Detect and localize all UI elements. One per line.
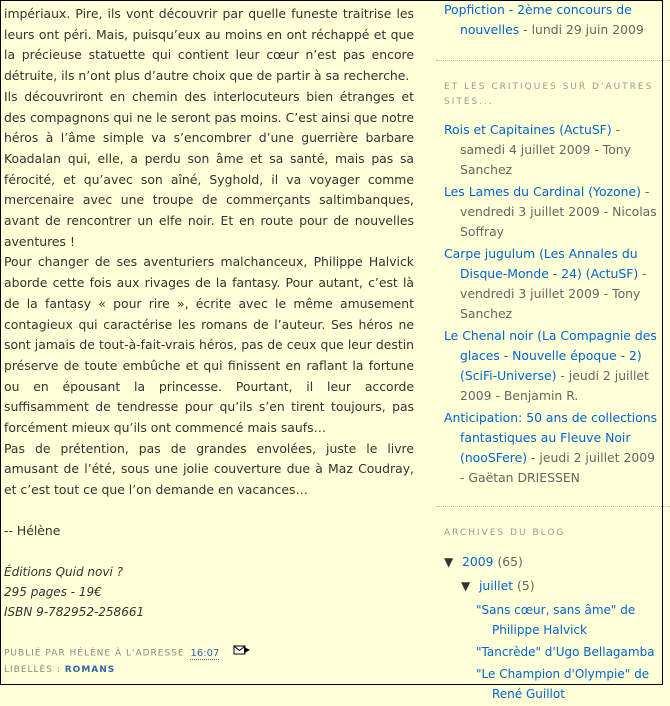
critiques-list [444,120,662,488]
critique-link[interactable]: Le Chenal noir (La Compagnie des glaces - Nouvelle époque - 2) (SciFi-Universe) [444,328,657,383]
section-divider [436,60,670,61]
critique-entry [444,120,662,180]
archives-section-title: ARCHIVES DU BLOG [444,528,566,538]
critique-meta: - jeudi 2 juillet 2009 - Benjamin R. [460,368,649,403]
archive-month-link[interactable]: juillet [478,578,514,593]
post-paragraph: impériaux. Pire, ils vont découvrir par quelle funeste traitrise les leurs ont péri. Mais, puisqu’eux au moins en ont réchappé et que la précieuse statuette qui contient leur cœur n’est pas encore détruite, ils n’ont plus d’autre choix que de partir à sa recherche. [4,6,414,84]
archive-post-item [476,642,662,662]
section-divider [436,506,670,507]
critique-entry [444,326,662,406]
post-footer [4,644,414,678]
archive-post-link[interactable]: "Tancrède" d'Ugo Bellagamba [476,645,655,659]
archive-year-count: (65) [497,554,523,569]
labels-prefix: LIBELLÉS : [4,665,61,675]
post-body [4,1,414,622]
archive-post-item [476,600,662,640]
email-post-icon[interactable] [233,644,251,662]
archive-year [444,550,662,574]
sidebar [444,1,662,706]
critique-meta: - samedi 4 juillet 2009 - Tony Sanchez [460,122,631,177]
toggle-down-icon[interactable]: ▼ [444,555,454,569]
critique-meta: - vendredi 3 juillet 2009 - Tony Sanchez [460,266,647,321]
post-paragraph: Ils découvriront en chemin des interlocuteurs bien étranges et des compagnons qui ne le seront pas moins. C’est ainsi que notre héros à l’âme simple va s’encombrer d’une guerrière barbare Koadalan qui, elle, a perdu son âme et sa santé, mais pas sa férocité, et qu’avec son aîné, Syghold, il va voyager comme mercenaire avec une troupe de commerçants saltimbanques, avant de rencontrer un elfe noir. Et en route pour de nouvelles aventures ! [4,88,414,249]
critique-entry [444,244,662,324]
toggle-down-icon[interactable]: ▼ [461,579,471,593]
critique-link[interactable]: Anticipation: 50 ans de collections fantastiques au Fleuve Noir (nooSFere) [444,410,658,465]
post-timestamp-link[interactable]: 16:07 [190,647,220,659]
label-link-romans[interactable]: ROMANS [64,665,116,675]
critique-entry [444,182,662,242]
book-info [4,562,414,622]
feed-entry-meta: - lundi 29 juin 2009 [519,22,644,37]
post-paragraph: Pas de prétention, pas de grandes envolées, juste le livre amusant de l’été, sous une jolie couverture due à Maz Coudray, et c’est tout ce que l’on demande en vacances… [4,440,414,498]
feed-entry-link[interactable]: Popfiction - 2ème concours de nouvelles [444,2,632,37]
critique-link[interactable]: Les Lames du Cardinal (Yozone) [444,184,641,199]
book-publisher: Éditions Quid novi ? [4,564,123,579]
post-paragraph: Pour changer de ses aventuriers malchanceux, Philippe Halvick aborde cette fois aux rivages de la fantasy. Pour autant, c’est là de la fantasy « pour rire », écrite avec le même amusement contagieux qui caractérise les romans de l’auteur. Ses héros ne sont jamais de tout-à-fait-vrais héros, pas de ceux que leur destin préserve de toute embûche et qui finissent en raflant la fortune ou en épousant la princesse. Pourtant, il leur accorde suffisamment de tendresse pour qu’ils s’en tirent toujours, pas forcément mieux qu’ils ont commencé mais saufs… [4,254,414,436]
critique-meta: - vendredi 3 juillet 2009 - Nicolas Soffray [460,184,657,239]
book-pages-price: 295 pages - 19€ [4,584,102,599]
posted-by-text: PUBLIÉ PAR HÉLÈNE À L'ADRESSE [4,648,185,659]
archive-post-link[interactable]: "Le Champion d'Olympie" de René Guillot [476,667,650,701]
archive-month-count: (5) [517,578,535,593]
critiques-section-title: ET LES CRITIQUES SUR D'AUTRES SITES... [444,82,654,107]
critique-meta: - jeudi 2 juillet 2009 - Gaëtan DRIESSEN [460,450,655,485]
archive-post-item [476,664,662,704]
archive-post-link[interactable]: "Sans cœur, sans âme" de Philippe Halvick [476,603,636,637]
critique-link[interactable]: Carpe jugulum (Les Annales du Disque-Monde - 24) (ActuSF) [444,246,639,281]
critique-entry [444,408,662,488]
archive-posts [444,600,662,704]
post-signature: -- Hélène [4,522,61,538]
critique-link[interactable]: Rois et Capitaines (ActuSF) [444,122,612,137]
post-labels [4,662,414,678]
archive-year-link[interactable]: 2009 [461,554,494,569]
book-isbn: ISBN 9-782952-258661 [4,604,145,619]
post-text [4,4,414,501]
archive-month [444,574,662,598]
post-byline [4,644,414,662]
feed-entry [444,0,662,40]
